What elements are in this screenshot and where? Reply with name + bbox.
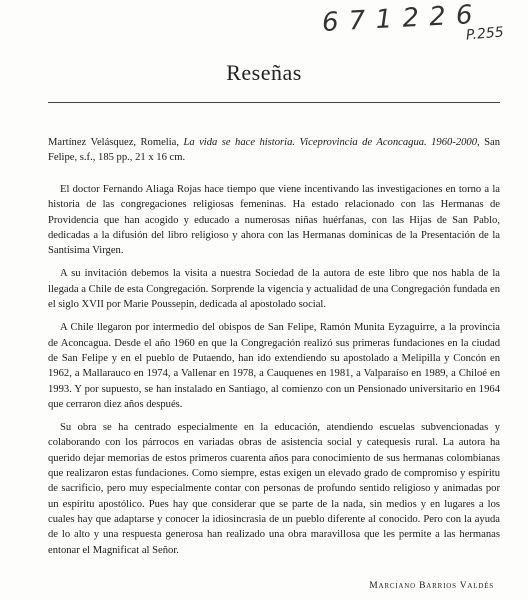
review-paragraph: A su invitación debemos la visita a nuestra Sociedad de la autora de este libro que nos habla de la llegada a Chile de esta Congregación. Sorprende la vigencia y actualidad de una Congregación fundada en el siglo XVII por Marie Poussepin, dedicada al apostolado social. bbox=[48, 268, 500, 311]
review-paragraph: A Chile llegaron por intermedio del obispos de San Felipe, Ramón Munita Eyzaguirre, a la provincia de Aconcagua. Desde el año 1960 en que la Congregación realizó sus primeras fundaciones en la ciudad de San Felipe y en el pueblo de Putaendo, han ido extendiendo su apostolado a Melipilla y Concón en 1962, a Mallarauco en 1974, a Vallenar en 1978, a Cauquenes en 1981, a Valparaíso en 1989, a Chiloé en 1993. Y por supuesto, se han instalado en Santiago, al comienzo con un Pensionado universitario en 1964 que cerraron diez años después. bbox=[48, 322, 500, 410]
reviewer-signature: Marciano Barrios Valdés bbox=[369, 581, 494, 591]
book-reference bbox=[48, 135, 500, 166]
handwritten-page-reference: P.255 bbox=[465, 24, 505, 44]
section-title: Reseñas bbox=[226, 60, 302, 85]
book-author: Martínez Velásquez, Romelia, bbox=[48, 137, 180, 148]
handwritten-call-number: 6 7 1 2 2 6 bbox=[321, 0, 475, 38]
title-divider bbox=[48, 102, 500, 103]
book-publication-details: San Felipe, s.f., 185 pp., 21 x 16 cm. bbox=[48, 137, 500, 164]
review-body bbox=[48, 182, 500, 566]
book-title: La vida se hace historia. Viceprovincia de Aconcagua. 1960-2000, bbox=[183, 137, 480, 148]
review-paragraph: El doctor Fernando Aliaga Rojas hace tiempo que viene incentivando las investigaciones en torno a la historia de las congregaciones religiosas femeninas. Ha estado relacionado con las Hermanas de Providencia que han acogido y educado a numerosas niñas huérfanas, con las Hijas de San Pablo, dedicadas a la difusión del libro religioso y ahora con las Hermanas dominicas de la Presentación de la Santísima Virgen. bbox=[48, 184, 500, 257]
review-paragraph: Su obra se ha centrado especialmente en la educación, atendiendo escuelas subvencionadas y colaborando con los párrocos en variadas obras de asistencia social y catequesis rural. La autora ha querido dejar memorias de estos primeros cuarenta años para conocimiento de sus hermanas colombianas que realizaron estas fundaciones. Como siempre, estas exigen un elevado grado de compromiso y espíritu de sacrificio, pero muy especialmente contar con personas de profundo sentido religioso y animadas por un espíritu apostólico. Pues hay que considerar que se parte de la nada, sin medios y en lugares a los cuales hay que adaptarse y conocer la idiosincrasia de un pueblo diferente al conocido. Pero con la ayuda de lo alto y una respuesta generosa han realizado una obra maravillosa que les permite a las hermanas entonar el Magnificat al Señor. bbox=[48, 422, 500, 556]
